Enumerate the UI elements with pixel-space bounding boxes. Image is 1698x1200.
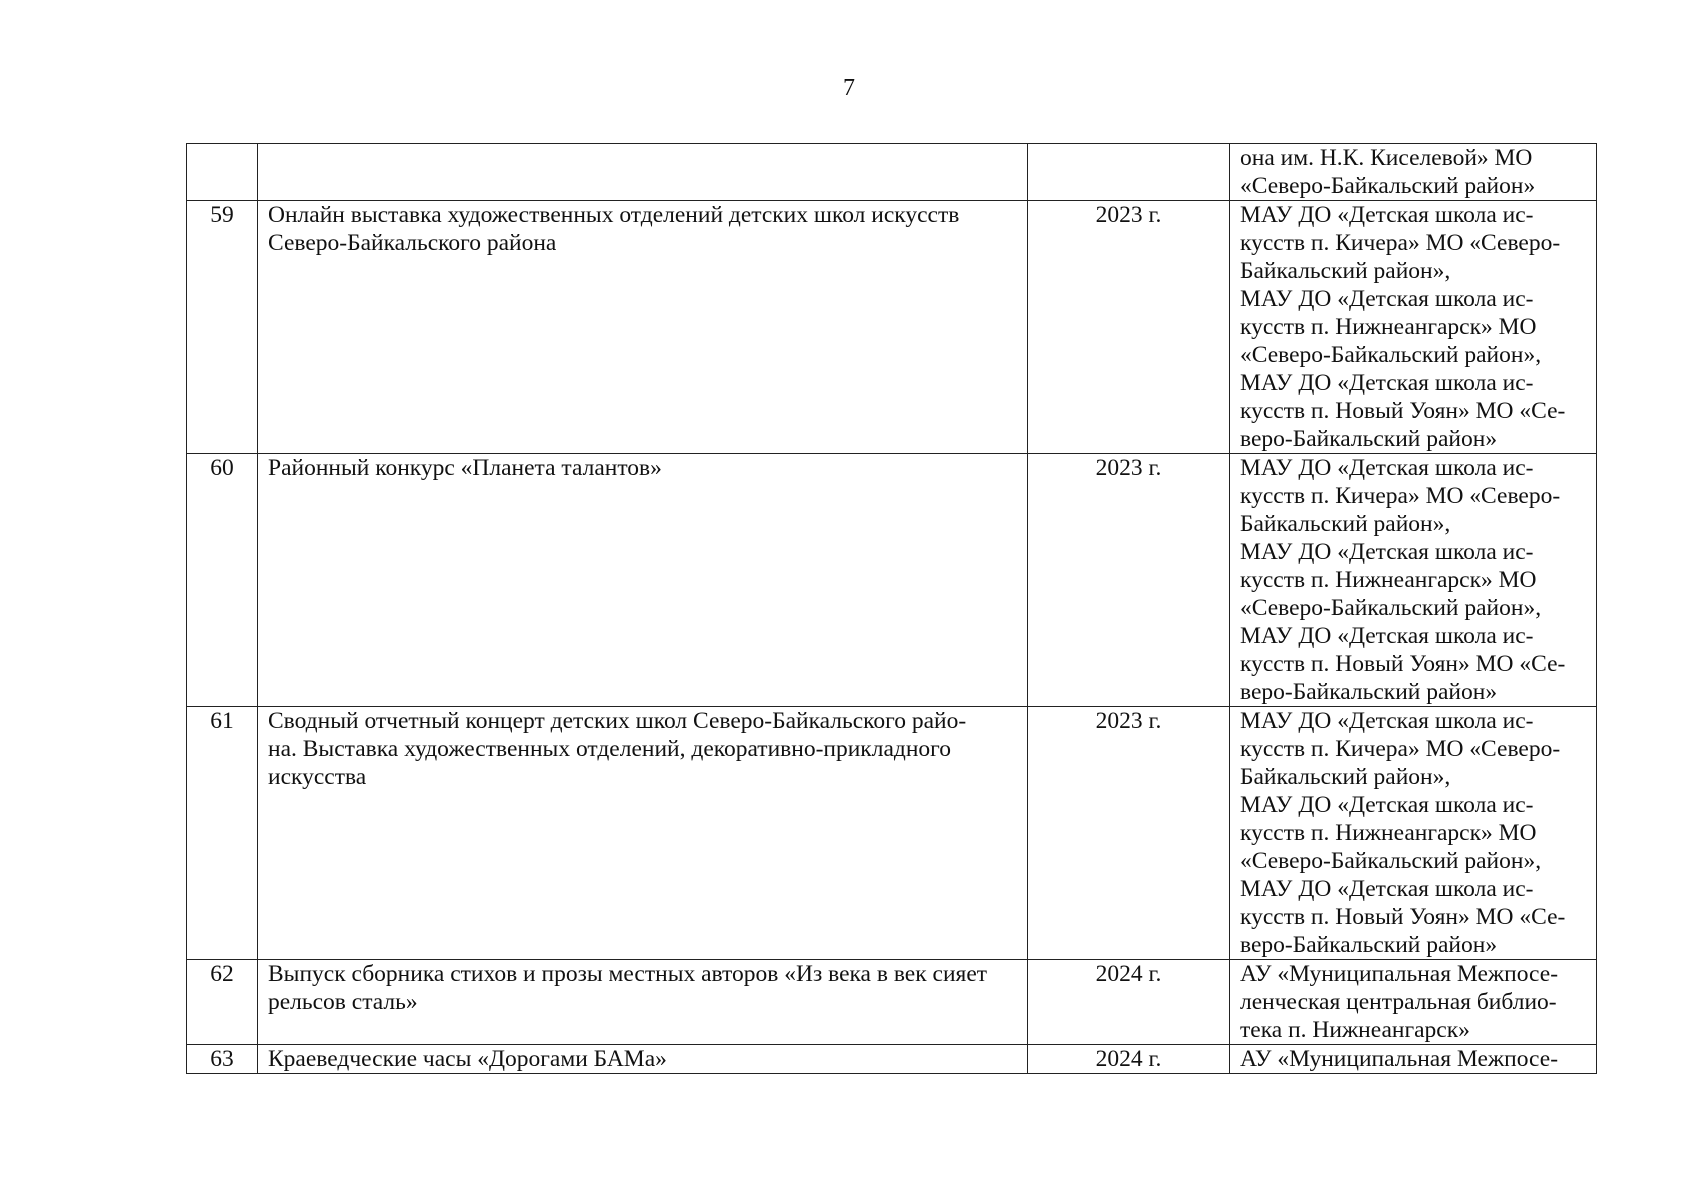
row-number-cell: 60 — [187, 454, 258, 707]
responsible-cell — [1230, 201, 1597, 454]
responsible-line: веро-Байкальский район» — [1240, 426, 1498, 452]
table-row — [187, 707, 1597, 960]
events-table — [186, 143, 1597, 1074]
year-cell: 2023 г. — [1028, 454, 1230, 707]
responsible-cell — [1230, 144, 1597, 201]
responsible-line: кусств п. Нижнеангарск» МО — [1240, 567, 1537, 593]
event-name-line: Краеведческие часы «Дорогами БАМа» — [268, 1046, 667, 1072]
table-row — [187, 201, 1597, 454]
responsible-line: «Северо-Байкальский район», — [1240, 848, 1542, 874]
responsible-line: МАУ ДО «Детская школа ис- — [1240, 370, 1534, 396]
responsible-line: кусств п. Кичера» МО «Северо- — [1240, 230, 1561, 256]
responsible-line: веро-Байкальский район» — [1240, 932, 1498, 958]
event-name-line: на. Выставка художественных отделений, декоративно-прикладного — [268, 736, 951, 762]
event-name-cell — [258, 1045, 1028, 1074]
responsible-line: Байкальский район», — [1240, 764, 1451, 790]
responsible-line: АУ «Муниципальная Межпосе- — [1240, 1046, 1559, 1072]
responsible-line: МАУ ДО «Детская школа ис- — [1240, 455, 1534, 481]
responsible-line: веро-Байкальский район» — [1240, 679, 1498, 705]
event-name-cell — [258, 454, 1028, 707]
responsible-line: МАУ ДО «Детская школа ис- — [1240, 708, 1534, 734]
table-row — [187, 144, 1597, 201]
event-name-line: Сводный отчетный концерт детских школ Северо-Байкальского райо- — [268, 708, 967, 734]
responsible-line: МАУ ДО «Детская школа ис- — [1240, 876, 1534, 902]
responsible-line: кусств п. Новый Уоян» МО «Се- — [1240, 651, 1566, 677]
event-name-line: Онлайн выставка художественных отделений детских школ искусств — [268, 202, 960, 228]
responsible-line: кусств п. Новый Уоян» МО «Се- — [1240, 904, 1566, 930]
event-name-line: Северо-Байкальского района — [268, 230, 557, 256]
year-cell: 2024 г. — [1028, 1045, 1230, 1074]
responsible-line: «Северо-Байкальский район», — [1240, 595, 1542, 621]
responsible-line: кусств п. Нижнеангарск» МО — [1240, 314, 1537, 340]
page-number: 7 — [843, 75, 855, 101]
event-name-line: искусства — [268, 764, 367, 790]
event-name-line: рельсов сталь» — [268, 989, 418, 1015]
responsible-cell — [1230, 1045, 1597, 1074]
event-name-cell — [258, 201, 1028, 454]
row-number-cell — [187, 144, 258, 201]
responsible-line: МАУ ДО «Детская школа ис- — [1240, 286, 1534, 312]
year-cell: 2023 г. — [1028, 707, 1230, 960]
table-row — [187, 1045, 1597, 1074]
responsible-line: «Северо-Байкальский район» — [1240, 173, 1536, 199]
responsible-line: АУ «Муниципальная Межпосе- — [1240, 961, 1559, 987]
responsible-line: ленческая центральная библио- — [1240, 989, 1557, 1015]
row-number-cell: 62 — [187, 960, 258, 1045]
responsible-line: МАУ ДО «Детская школа ис- — [1240, 202, 1534, 228]
responsible-line: Байкальский район», — [1240, 258, 1451, 284]
event-name-line: Выпуск сборника стихов и прозы местных авторов «Из века в век сияет — [268, 961, 988, 987]
row-number-cell: 59 — [187, 201, 258, 454]
year-cell: 2024 г. — [1028, 960, 1230, 1045]
responsible-line: она им. Н.К. Киселевой» МО — [1240, 145, 1533, 171]
responsible-cell — [1230, 454, 1597, 707]
table-row — [187, 960, 1597, 1045]
year-cell — [1028, 144, 1230, 201]
responsible-line: Байкальский район», — [1240, 511, 1451, 537]
responsible-line: тека п. Нижнеангарск» — [1240, 1017, 1470, 1043]
responsible-line: МАУ ДО «Детская школа ис- — [1240, 539, 1534, 565]
year-cell: 2023 г. — [1028, 201, 1230, 454]
responsible-line: кусств п. Нижнеангарск» МО — [1240, 820, 1537, 846]
responsible-line: МАУ ДО «Детская школа ис- — [1240, 792, 1534, 818]
row-number-cell: 61 — [187, 707, 258, 960]
event-name-cell — [258, 144, 1028, 201]
event-name-cell — [258, 960, 1028, 1045]
event-name-line: Районный конкурс «Планета талантов» — [268, 455, 662, 481]
event-name-cell — [258, 707, 1028, 960]
responsible-cell — [1230, 960, 1597, 1045]
responsible-line: МАУ ДО «Детская школа ис- — [1240, 623, 1534, 649]
table-row — [187, 454, 1597, 707]
responsible-line: кусств п. Кичера» МО «Северо- — [1240, 483, 1561, 509]
responsible-line: «Северо-Байкальский район», — [1240, 342, 1542, 368]
row-number-cell: 63 — [187, 1045, 258, 1074]
responsible-line: кусств п. Кичера» МО «Северо- — [1240, 736, 1561, 762]
responsible-line: кусств п. Новый Уоян» МО «Се- — [1240, 398, 1566, 424]
responsible-cell — [1230, 707, 1597, 960]
